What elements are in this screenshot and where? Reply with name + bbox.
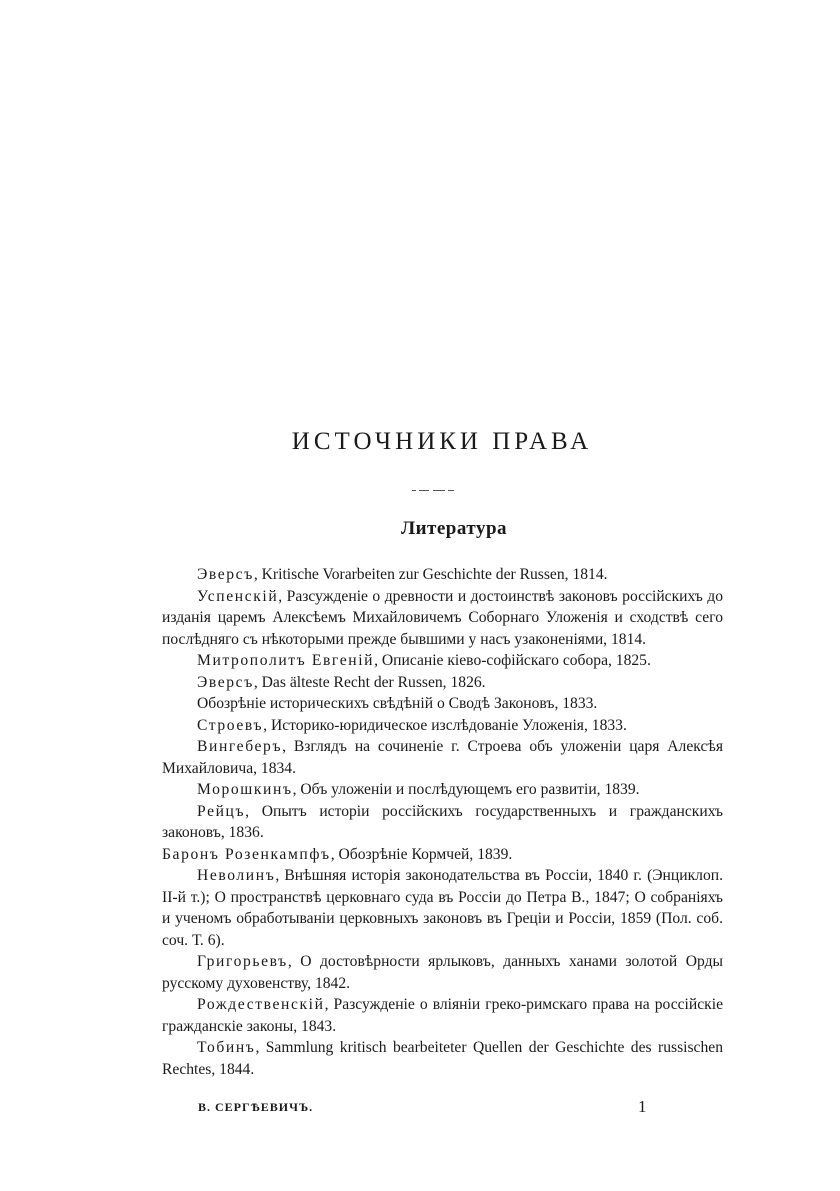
entry-author: Рейцъ [197, 802, 246, 820]
entry-text: , Опытъ исторіи россійскихъ государственныхъ и гражданскихъ законовъ, 1836. [162, 802, 723, 841]
bibliography-entry [162, 994, 723, 1037]
entry-author: Митрополитъ Евгеній [197, 652, 375, 669]
entry-text: , Обозрѣніе Кормчей, 1839. [330, 845, 513, 863]
footer-author-signature: В. СЕРГѢЕВИЧЪ. [198, 1100, 314, 1114]
entry-text: , Kritische Vorarbeiten zur Geschichte der Russen, 1814. [253, 566, 608, 583]
entry-text: , Описаніе кіево-софійскаго собора, 1825. [374, 652, 651, 669]
entry-author: Морошкинъ [197, 781, 293, 798]
bibliography-entry [162, 564, 723, 586]
bibliography-entry [162, 650, 723, 672]
bibliography-entry [162, 844, 723, 866]
entry-text: , Объ уложеніи и послѣдующемъ его развитіи, 1839. [292, 781, 640, 798]
bibliography-entry [162, 865, 723, 951]
bibliography-entry [162, 693, 723, 715]
entry-author: Рождественскій [197, 996, 325, 1013]
section-title: ИСТОЧНИКИ ПРАВА [291, 428, 593, 455]
entry-author: Эверсъ [197, 566, 254, 583]
entry-text: , Разсужденіе о древности и достоинствѣ законовъ россійскихъ до изданія царемъ Алексѣемъ Михайловичемъ Соборнаго Уложенія и сходствѣ сего послѣдняго съ нѣкоторыми прежде бывшими у насъ узаконеніями, 1814. [162, 587, 723, 648]
bibliography-entry [162, 715, 723, 737]
literature-heading: Литература [400, 518, 508, 539]
entry-text: , Sammlung kritisch bearbeiteter Quellen der Geschichte des russischen Rechtes, 1844. [162, 1039, 723, 1078]
bibliography-entry [162, 586, 723, 651]
bibliography-entry [162, 1037, 723, 1080]
title-ornament-divider [412, 488, 454, 492]
entry-text: , Das älteste Recht der Russen, 1826. [253, 673, 486, 691]
entry-text: , Внѣшняя исторія законодательства въ Россіи, 1840 г. (Энциклоп. II-й т.); О пространствѣ церковнаго суда въ Россіи до Петра В., 1847; О собраніяхъ и ученомъ обработываніи церковныхъ законовъ въ Греціи и Россіи, 1859 (Пол. соб. соч. Т. 6). [162, 867, 723, 949]
entry-author: Строевъ [197, 716, 264, 734]
bibliography-entry [162, 951, 723, 994]
page-number: 1 [638, 1097, 647, 1116]
entry-author: Успенскій [197, 587, 279, 605]
bibliography-entry [162, 801, 723, 844]
entry-author: Баронъ Розенкампфъ [162, 845, 331, 863]
bibliography-list [162, 564, 723, 1080]
bibliography-entry [162, 736, 723, 779]
bibliography-entry [162, 672, 723, 694]
entry-text: , Историко-юридическое изслѣдованіе Уложенія, 1833. [263, 716, 627, 734]
entry-author: Неволинъ [197, 867, 276, 884]
entry-author: Григорьевъ [197, 953, 288, 970]
entry-text: , О достовѣрности ярлыковъ, данныхъ ханами золотой Орды русскому духовенству, 1842. [162, 953, 723, 992]
entry-author: Вингеберъ [197, 738, 283, 755]
entry-author: Тобинъ [197, 1039, 256, 1056]
entry-text: , Разсужденіе о вліяніи греко-римскаго права на россійскіе гражданскіе законы, 1843. [162, 996, 723, 1035]
bibliography-entry [162, 779, 723, 801]
entry-text: Обозрѣніе историческихъ свѣдѣній о Сводѣ Законовъ, 1833. [197, 695, 598, 712]
entry-text: , Взглядъ на сочиненіе г. Строева объ уложеніи царя Алексѣя Михайловича, 1834. [162, 738, 723, 777]
entry-author: Эверсъ [197, 673, 254, 691]
